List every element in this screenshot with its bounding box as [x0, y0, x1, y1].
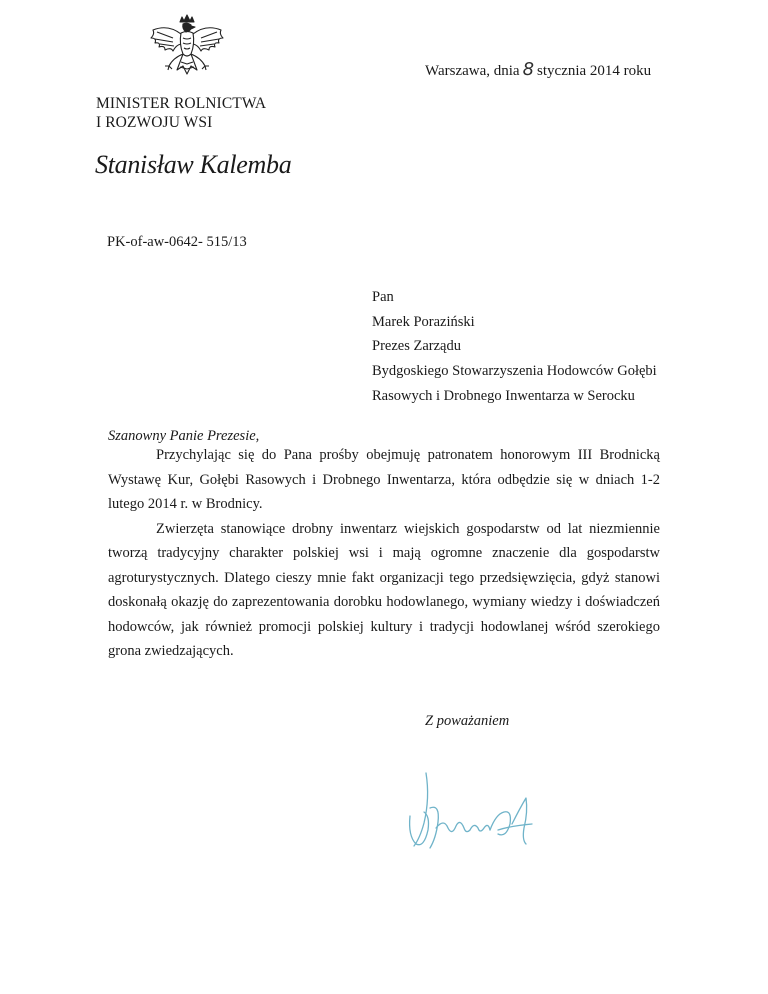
addressee-line: Bydgoskiego Stowarzyszenia Hodowców Gołębi	[372, 363, 657, 380]
signature	[400, 768, 550, 863]
dateline-day: 8	[522, 59, 535, 80]
dateline-suffix: stycznia 2014 roku	[537, 63, 652, 79]
paragraph: Przychylając się do Pana prośby obejmuję patronatem honorowym III Brodnicką Wystawę Kur, Gołębi Rasowych i Drobnego Inwentarza, która odbędzie się w dniach 1-2 lutego 2014 r. w Brodnicy.	[108, 447, 660, 512]
addressee-line: Marek Poraziński	[372, 313, 475, 330]
closing: Z poważaniem	[425, 713, 510, 729]
dateline-prefix: Warszawa, dnia	[425, 63, 520, 79]
eagle-emblem-icon	[143, 14, 231, 92]
letter-body	[108, 443, 660, 664]
ministry-line-1: MINISTER ROLNICTWA	[96, 95, 267, 112]
salutation: Szanowny Panie Prezesie,	[108, 428, 260, 444]
addressee-block	[372, 285, 657, 409]
minister-name: Stanisław Kalemba	[95, 150, 292, 179]
dateline	[425, 59, 651, 80]
addressee-line: Prezes Zarządu	[372, 338, 461, 355]
ministry-header	[96, 94, 266, 132]
paragraph: Zwierzęta stanowiące drobny inwentarz wiejskich gospodarstw od lat niezmiennie tworzą tradycyjny charakter polskiej wsi i mają ogromne znaczenie dla gospodarstw agroturystycznych. Dlatego cieszy mnie fakt organizacji tego przedsięwzięcia, gdyż stanowi doskonałą okazję do zaprezentowania dorobku hodowlanego, wymiany wiedzy i doświadczeń hodowców, jak również promocji polskiej kultury i tradycji hodowlanej wśród szerokiego grona zwiedzających.	[108, 520, 660, 659]
reference-number: PK-of-aw-0642- 515/13	[107, 234, 247, 250]
addressee-line: Rasowych i Drobnego Inwentarza w Serocku	[372, 387, 635, 404]
ministry-line-2: I ROZWOJU WSI	[96, 114, 213, 131]
addressee-line: Pan	[372, 289, 394, 305]
